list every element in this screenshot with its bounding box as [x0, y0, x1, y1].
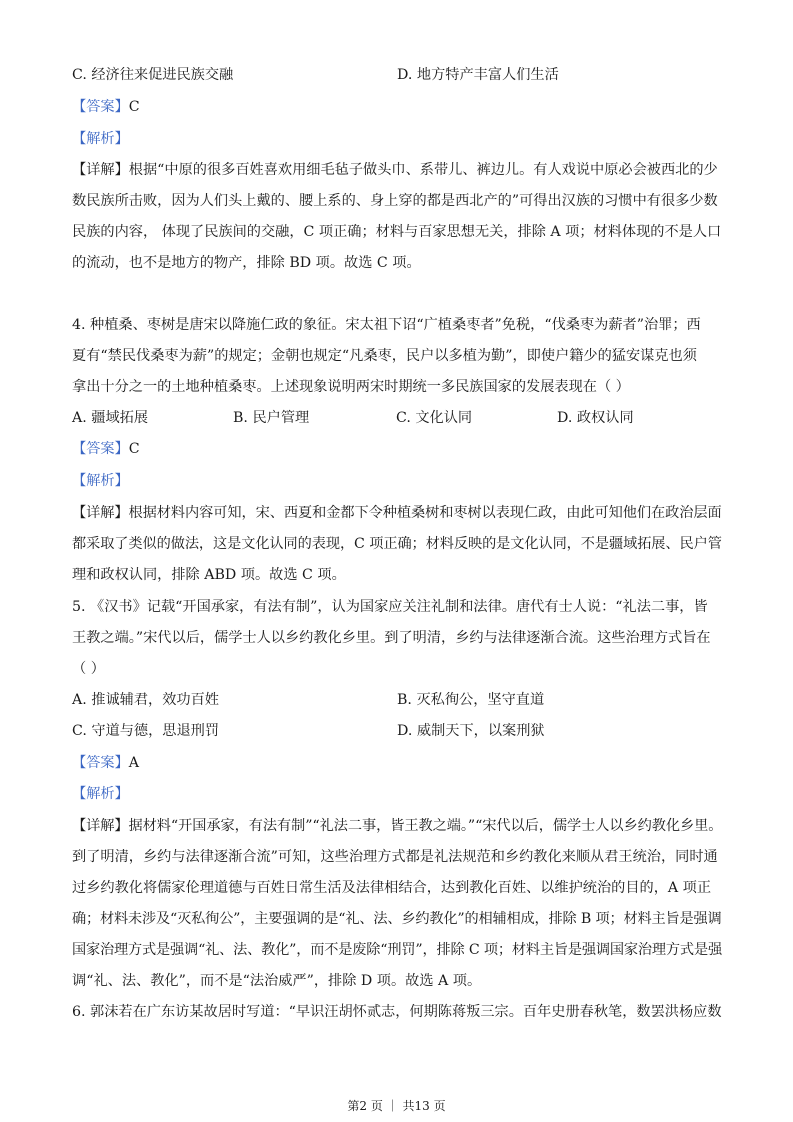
q3-detail-line-2: 数民族所击败，因为人们头上戴的、腰上系的、身上穿的都是西北产的”可得出汉族的习惯中有很多少数: [72, 193, 718, 209]
q4-detail-line-2: 都采取了类似的做法，这是文化认同的表现，C 项正确；材料反映的是文化认同，不是疆域拓展、民户管: [72, 536, 722, 552]
page-footer: 第2 页 ｜ 共13 页: [347, 1099, 446, 1113]
q5-analysis-tag: 【解析】: [72, 786, 129, 802]
q5-stem-line-3: （ ）: [72, 661, 105, 677]
q5-stem-line-1: 5. 《汉书》记载“开国承家，有法有制”，认为国家应关注礼制和法律。唐代有士人说：“礼法二事，皆: [72, 599, 708, 615]
q4-stem-line-3: 拿出十分之一的土地种植桑枣。上述现象说明两宋时期统一多民族国家的发展表现在（ ）: [72, 379, 630, 395]
q5-detail-line-6: 调“礼、法、教化”，而不是“法治威严”，排除 D 项。故选 A 项。: [72, 973, 482, 989]
q5-detail-line-2: 到了明清，乡约与法律逐渐合流”可知，这些治理方式都是礼法规范和乡约教化来顺从君王统治，同时通: [72, 849, 718, 865]
q4-analysis-tag: 【解析】: [72, 473, 129, 489]
answer-tag: 【答案】: [72, 441, 129, 457]
detail-tag: 【详解】: [72, 162, 129, 178]
q3-option-c: C. 经济往来促进民族交融: [72, 67, 234, 83]
q5-detail-line-3: 过乡约教化将儒家伦理道德与百姓日常生活及法律相结合，达到教化百姓、以维护统治的目的，A 项正: [72, 880, 712, 896]
q4-option-c: C. 文化认同: [396, 410, 473, 426]
detail-text: 根据材料内容可知，宋、西夏和金都下令种植桑树和枣树以表现仁政，由此可知他们在政治层面: [128, 505, 722, 521]
q4-option-d: D. 政权认同: [557, 410, 634, 426]
q6-stem-line-1: 6. 郭沫若在广东访某故居时写道：“早识汪胡怀贰志，何期陈蒋叛三宗。百年史册春秋笔，数罢洪杨应数: [72, 1004, 722, 1020]
answer-value: C: [128, 441, 140, 457]
answer-value: C: [128, 99, 140, 115]
detail-tag: 【详解】: [72, 818, 129, 834]
answer-tag: 【答案】: [72, 99, 129, 115]
q5-answer: [72, 754, 139, 772]
q5-detail-line-1: [72, 817, 722, 835]
q4-option-a: A. 疆域拓展: [72, 410, 149, 426]
q4-options: [72, 409, 722, 427]
q5-option-c: C. 守道与德，思退刑罚: [72, 723, 220, 739]
q4-answer: [72, 440, 140, 458]
q3-analysis-tag: 【解析】: [72, 131, 129, 147]
q4-detail-line-3: 理和政权认同，排除 ABD 项。故选 C 项。: [72, 567, 346, 583]
q3-option-d: D. 地方特产丰富人们生活: [397, 67, 559, 83]
answer-value: A: [128, 755, 140, 771]
q5-detail-line-4: 确；材料未涉及“灭私徇公”，主要强调的是“礼、法、乡约教化”的相辅相成，排除 B 项；材料主旨是强调: [72, 911, 722, 927]
q3-detail-line-1: [72, 161, 718, 179]
detail-text: 据材料“开国承家，有法有制”“礼法二事，皆王教之端。”“宋代以后，儒学士人以乡约教化乡里。: [128, 818, 723, 834]
q4-detail-line-1: [72, 504, 722, 522]
detail-text: 根据“中原的很多百姓喜欢用细毛毡子做头巾、系带儿、裤边儿。有人戏说中原必会被西北的少: [128, 162, 718, 178]
q4-option-b: B. 民户管理: [233, 410, 310, 426]
q4-stem-line-1: 4. 种植桑、枣树是唐宋以降施仁政的象征。宋太祖下诏“广植桑枣者”免税，“伐桑枣为薪者”治罪；西: [72, 317, 701, 333]
q5-option-a: A. 推诚辅君，效功百姓: [72, 692, 219, 708]
q5-detail-line-5: 国家治理方式是强调“礼、法、教化”，而不是废除“刑罚”，排除 C 项；材料主旨是强调国家治理方式是强: [72, 942, 722, 958]
q3-detail-line-4: 的流动，也不是地方的物产，排除 BD 项。故选 C 项。: [72, 255, 421, 271]
detail-tag: 【详解】: [72, 505, 129, 521]
q5-option-d: D. 威制天下，以案刑狱: [397, 723, 545, 739]
q5-option-b: B. 灭私徇公，坚守直道: [397, 692, 545, 708]
answer-tag: 【答案】: [72, 755, 129, 771]
q5-stem-line-2: 王教之端。”宋代以后，儒学士人以乡约教化乡里。到了明清，乡约与法律逐渐合流。这些治理方式旨在: [72, 630, 711, 646]
q3-detail-line-3: 民族的内容， 体现了民族间的交融，C 项正确；材料与百家思想无关，排除 A 项；材料体现的不是人口: [72, 224, 722, 240]
q3-answer: [72, 98, 140, 116]
q4-stem-line-2: 夏有“禁民伐桑枣为薪”的规定；金朝也规定“凡桑枣，民户以多植为勤”，即使户籍少的猛安谋克也须: [72, 348, 697, 364]
